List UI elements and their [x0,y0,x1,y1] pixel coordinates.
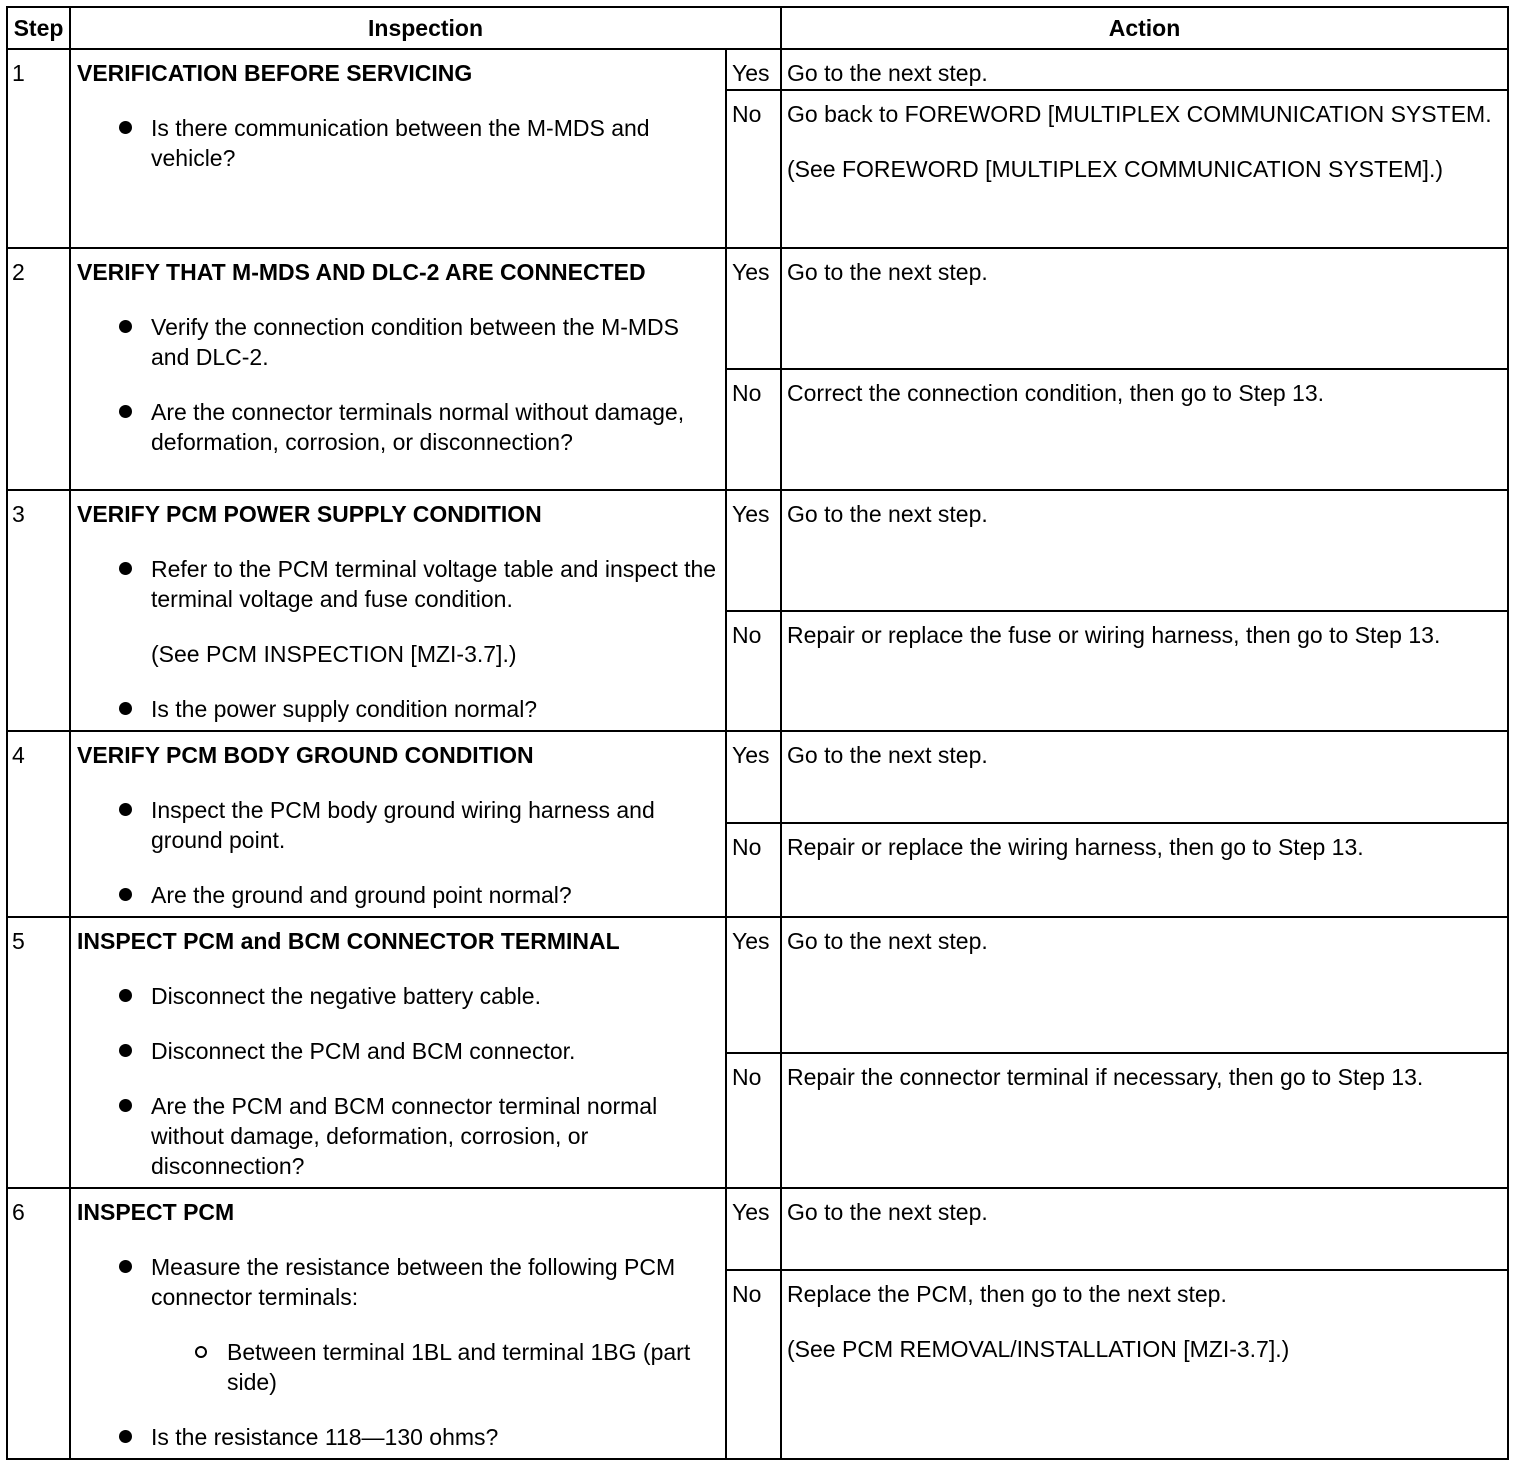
inspection-cell [70,49,726,248]
header-inspection: Inspection [70,7,781,49]
sub-list-item: Between terminal 1BL and terminal 1BG (part side) [77,1337,717,1397]
list-item: Inspect the PCM body ground wiring harness and ground point. [77,795,717,855]
bullet-dot-icon [119,803,132,816]
step-title: VERIFY THAT M-MDS AND DLC-2 ARE CONNECTED [77,259,646,285]
step-title: VERIFICATION BEFORE SERVICING [77,60,473,86]
table-row [7,490,1508,611]
no-action: Repair or replace the fuse or wiring harness, then go to Step 13. [781,611,1508,732]
inspection-cell [70,248,726,490]
bullet-list [77,694,717,724]
step-number: 3 [7,490,70,731]
bullet-dot-icon [119,1099,132,1112]
no-action: Repair the connector terminal if necessary, then go to Step 13. [781,1053,1508,1188]
yes-label: Yes [726,49,781,90]
bullet-dot-icon [119,121,132,134]
no-action-note: (See PCM REMOVAL/INSTALLATION [MZI-3.7].) [787,1336,1290,1363]
yes-label: Yes [726,490,781,611]
bullet-dot-icon [119,1044,132,1057]
yes-action: Go to the next step. [781,49,1508,90]
step-title: INSPECT PCM [77,1199,235,1225]
list-item: Are the connector terminals normal without damage, deformation, corrosion, or disconnection? [77,397,717,457]
header-step: Step [7,7,70,49]
header-row [7,7,1508,49]
bullet-dot-icon [119,702,132,715]
yes-action: Go to the next step. [781,490,1508,611]
yes-label: Yes [726,248,781,369]
yes-action: Go to the next step. [781,917,1508,1053]
list-item: Disconnect the PCM and BCM connector. [77,1036,717,1066]
step-number: 4 [7,731,70,917]
step-number: 6 [7,1188,70,1459]
no-action: Replace the PCM, then go to the next step. [787,1281,1227,1308]
list-item: Is there communication between the M-MDS and vehicle? [77,113,717,173]
bullet-dot-icon [119,320,132,333]
bullet-list [77,312,717,457]
bullet-dot-icon [119,1430,132,1443]
no-label: No [726,823,781,917]
yes-label: Yes [726,1188,781,1270]
header-action: Action [781,7,1508,49]
list-item: Verify the connection condition between the M-MDS and DLC-2. [77,312,717,372]
list-item: Refer to the PCM terminal voltage table and inspect the terminal voltage and fuse condition. [77,554,717,614]
no-label: No [726,1270,781,1459]
no-action-cell [781,90,1508,248]
table-row [7,731,1508,823]
step-number: 5 [7,917,70,1188]
no-label: No [726,1053,781,1188]
table-row [7,49,1508,90]
step-number: 2 [7,248,70,490]
list-item: Are the ground and ground point normal? [77,880,717,910]
no-action-cell [781,1270,1508,1459]
bullet-ring-icon [195,1346,207,1358]
yes-action: Go to the next step. [781,731,1508,823]
no-action: Go back to FOREWORD [MULTIPLEX COMMUNICATION SYSTEM. [787,101,1492,127]
bullet-dot-icon [119,989,132,1002]
diagnostic-table [6,6,1509,1460]
no-action: Correct the connection condition, then go to Step 13. [781,369,1508,490]
bullet-list [77,981,717,1181]
list-item: Is the power supply condition normal? [77,694,717,724]
inspection-cell [70,490,726,731]
yes-label: Yes [726,917,781,1053]
inspection-cell [70,917,726,1188]
bullet-list [77,554,717,614]
step-title: VERIFY PCM BODY GROUND CONDITION [77,742,534,768]
bullet-list [77,795,717,910]
list-item: Is the resistance 118—130 ohms? [77,1422,717,1452]
no-action-note: (See FOREWORD [MULTIPLEX COMMUNICATION SYSTEM].) [787,156,1443,182]
bullet-list [77,1252,717,1452]
list-item: Disconnect the negative battery cable. [77,981,717,1011]
inspection-cell [70,1188,726,1459]
list-item: Measure the resistance between the following PCM connector terminals: [77,1252,717,1312]
table-row [7,1188,1508,1270]
table-row [7,248,1508,369]
bullet-dot-icon [119,562,132,575]
list-item: Are the PCM and BCM connector terminal normal without damage, deformation, corrosion, or disconnection? [77,1091,717,1181]
yes-label: Yes [726,731,781,823]
yes-action: Go to the next step. [781,1188,1508,1270]
no-label: No [726,611,781,732]
table-row [7,917,1508,1053]
no-label: No [726,90,781,248]
no-label: No [726,369,781,490]
reference-note: (See PCM INSPECTION [MZI-3.7].) [151,641,517,667]
step-title: INSPECT PCM and BCM CONNECTOR TERMINAL [77,928,620,954]
bullet-list [77,113,717,173]
step-title: VERIFY PCM POWER SUPPLY CONDITION [77,501,542,527]
bullet-dot-icon [119,888,132,901]
step-number: 1 [7,49,70,248]
inspection-cell [70,731,726,917]
no-action: Repair or replace the wiring harness, then go to Step 13. [781,823,1508,917]
bullet-dot-icon [119,1260,132,1273]
bullet-dot-icon [119,405,132,418]
yes-action: Go to the next step. [781,248,1508,369]
